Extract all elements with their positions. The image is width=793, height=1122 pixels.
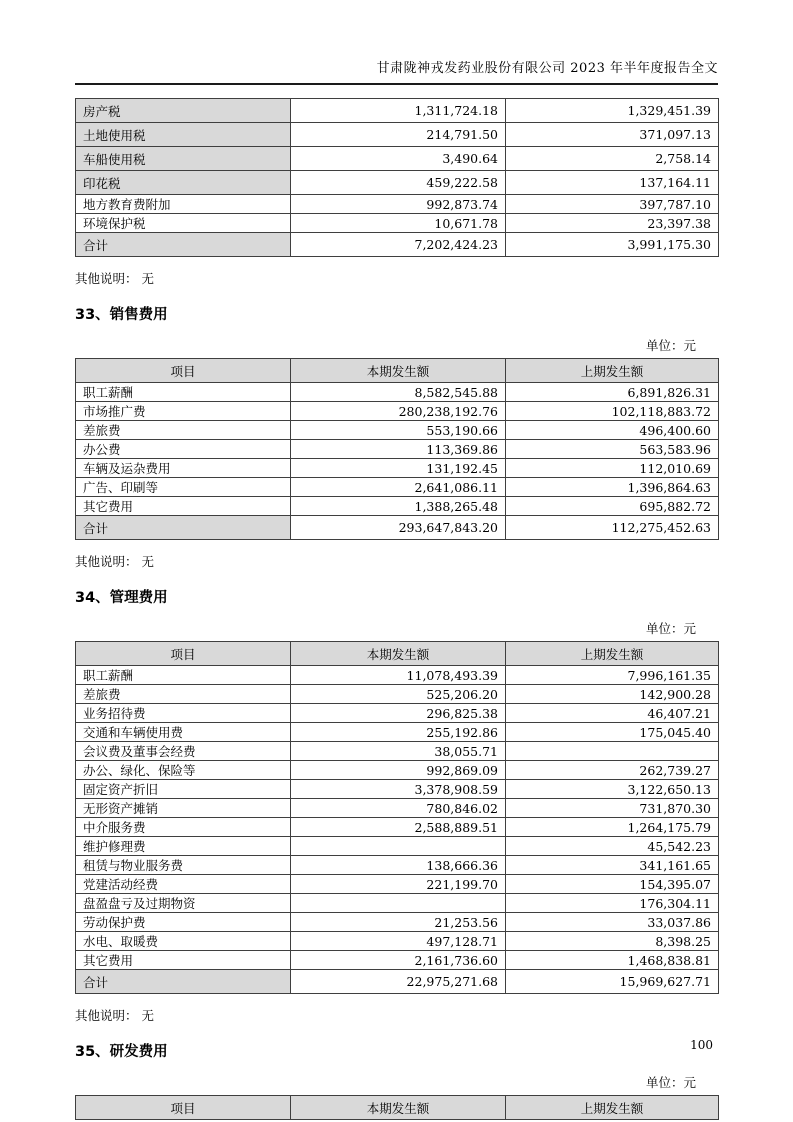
cell-prior: 397,787.10 <box>506 195 719 214</box>
table-row <box>76 478 719 497</box>
table-row <box>76 913 719 932</box>
table-row <box>76 780 719 799</box>
cell-current: 38,055.71 <box>291 742 506 761</box>
cell-prior: 112,275,452.63 <box>506 516 719 540</box>
cell-current: 459,222.58 <box>291 171 506 195</box>
table-row <box>76 856 719 875</box>
cell-label: 车辆及运杂费用 <box>76 459 291 478</box>
other-note: 其他说明： 无 <box>75 554 154 569</box>
cell-current: 525,206.20 <box>291 685 506 704</box>
cell-label: 合计 <box>76 233 291 257</box>
cell-prior: 371,097.13 <box>506 123 719 147</box>
cell-label: 劳动保护费 <box>76 913 291 932</box>
cell-current: 11,078,493.39 <box>291 666 506 685</box>
cell-prior <box>506 742 719 761</box>
table-row <box>76 723 719 742</box>
table-row <box>76 123 719 147</box>
cell-current: 3,490.64 <box>291 147 506 171</box>
section-title-rd: 35、研发费用 <box>75 1044 168 1060</box>
cell-label: 地方教育费附加 <box>76 195 291 214</box>
doc-header <box>75 0 718 85</box>
cell-current: 8,582,545.88 <box>291 383 506 402</box>
cell-label: 市场推广费 <box>76 402 291 421</box>
table-header-row <box>76 359 719 383</box>
cell-prior: 102,118,883.72 <box>506 402 719 421</box>
table-row <box>76 932 719 951</box>
cell-current: 21,253.56 <box>291 913 506 932</box>
cell-label: 差旅费 <box>76 421 291 440</box>
table-row <box>76 685 719 704</box>
cell-current: 780,846.02 <box>291 799 506 818</box>
cell-prior: 563,583.96 <box>506 440 719 459</box>
cell-current: 1,388,265.48 <box>291 497 506 516</box>
unit-label: 单位：元 <box>645 621 696 636</box>
cell-label: 交通和车辆使用费 <box>76 723 291 742</box>
cell-current: 553,190.66 <box>291 421 506 440</box>
other-note: 其他说明： 无 <box>75 271 154 286</box>
col-header-current: 本期发生额 <box>291 1096 506 1120</box>
cell-label: 差旅费 <box>76 685 291 704</box>
table-row <box>76 421 719 440</box>
col-header-item: 项目 <box>76 1096 291 1120</box>
unit-label: 单位：元 <box>645 338 696 353</box>
tax-table <box>75 98 719 257</box>
cell-prior: 33,037.86 <box>506 913 719 932</box>
table-header-row <box>76 1096 719 1120</box>
cell-current: 992,869.09 <box>291 761 506 780</box>
cell-prior: 1,264,175.79 <box>506 818 719 837</box>
cell-label: 办公费 <box>76 440 291 459</box>
cell-prior: 3,122,650.13 <box>506 780 719 799</box>
cell-prior: 1,329,451.39 <box>506 99 719 123</box>
col-header-current: 本期发生额 <box>291 359 506 383</box>
cell-label: 印花税 <box>76 171 291 195</box>
cell-current: 1,311,724.18 <box>291 99 506 123</box>
table-row <box>76 666 719 685</box>
cell-current: 3,378,908.59 <box>291 780 506 799</box>
cell-label: 水电、取暖费 <box>76 932 291 951</box>
col-header-item: 项目 <box>76 359 291 383</box>
cell-current: 113,369.86 <box>291 440 506 459</box>
table-row <box>76 459 719 478</box>
cell-current <box>291 837 506 856</box>
cell-current: 2,161,736.60 <box>291 951 506 970</box>
table-row <box>76 214 719 233</box>
col-header-current: 本期发生额 <box>291 642 506 666</box>
cell-label: 职工薪酬 <box>76 666 291 685</box>
cell-current: 214,791.50 <box>291 123 506 147</box>
cell-label: 业务招待费 <box>76 704 291 723</box>
cell-label: 党建活动经费 <box>76 875 291 894</box>
cell-label: 无形资产摊销 <box>76 799 291 818</box>
cell-label: 盘盈盘亏及过期物资 <box>76 894 291 913</box>
col-header-item: 项目 <box>76 642 291 666</box>
table-row <box>76 383 719 402</box>
table-row <box>76 497 719 516</box>
table-row <box>76 875 719 894</box>
cell-prior: 6,891,826.31 <box>506 383 719 402</box>
cell-prior: 2,758.14 <box>506 147 719 171</box>
col-header-prior: 上期发生额 <box>506 642 719 666</box>
cell-label: 会议费及董事会经费 <box>76 742 291 761</box>
table-header-row <box>76 642 719 666</box>
cell-prior: 15,969,627.71 <box>506 970 719 994</box>
cell-current: 10,671.78 <box>291 214 506 233</box>
cell-prior: 7,996,161.35 <box>506 666 719 685</box>
cell-prior: 1,468,838.81 <box>506 951 719 970</box>
cell-prior: 137,164.11 <box>506 171 719 195</box>
admin-expense-table <box>75 641 719 994</box>
table-row <box>76 818 719 837</box>
section-title-admin: 34、管理费用 <box>75 590 168 606</box>
table-row <box>76 799 719 818</box>
cell-prior: 341,161.65 <box>506 856 719 875</box>
cell-current: 293,647,843.20 <box>291 516 506 540</box>
col-header-prior: 上期发生额 <box>506 359 719 383</box>
cell-label: 房产税 <box>76 99 291 123</box>
cell-label: 合计 <box>76 970 291 994</box>
cell-current: 22,975,271.68 <box>291 970 506 994</box>
page-number: 100 <box>690 1038 713 1052</box>
table-row-total <box>76 233 719 257</box>
cell-current: 497,128.71 <box>291 932 506 951</box>
unit-label: 单位：元 <box>645 1075 696 1090</box>
cell-label: 维护修理费 <box>76 837 291 856</box>
cell-prior: 8,398.25 <box>506 932 719 951</box>
table-row <box>76 742 719 761</box>
cell-current: 296,825.38 <box>291 704 506 723</box>
cell-prior: 731,870.30 <box>506 799 719 818</box>
doc-header-title: 甘肃陇神戎发药业股份有限公司 2023 年半年度报告全文 <box>376 61 718 76</box>
section-title-sales: 33、销售费用 <box>75 307 168 323</box>
cell-prior: 176,304.11 <box>506 894 719 913</box>
cell-label: 办公、绿化、保险等 <box>76 761 291 780</box>
cell-current: 2,588,889.51 <box>291 818 506 837</box>
rd-expense-table <box>75 1095 719 1120</box>
cell-current: 138,666.36 <box>291 856 506 875</box>
cell-label: 土地使用税 <box>76 123 291 147</box>
cell-label: 固定资产折旧 <box>76 780 291 799</box>
cell-label: 职工薪酬 <box>76 383 291 402</box>
table-row <box>76 147 719 171</box>
cell-prior: 45,542.23 <box>506 837 719 856</box>
cell-current: 2,641,086.11 <box>291 478 506 497</box>
table-row <box>76 704 719 723</box>
cell-label: 租赁与物业服务费 <box>76 856 291 875</box>
cell-label: 车船使用税 <box>76 147 291 171</box>
cell-prior: 3,991,175.30 <box>506 233 719 257</box>
table-row-total <box>76 516 719 540</box>
table-row <box>76 195 719 214</box>
table-row-total <box>76 970 719 994</box>
table-row <box>76 894 719 913</box>
table-row <box>76 951 719 970</box>
cell-label: 其它费用 <box>76 951 291 970</box>
other-note: 其他说明： 无 <box>75 1008 154 1023</box>
table-row <box>76 171 719 195</box>
table-row <box>76 402 719 421</box>
cell-label: 其它费用 <box>76 497 291 516</box>
cell-label: 广告、印刷等 <box>76 478 291 497</box>
cell-prior: 496,400.60 <box>506 421 719 440</box>
cell-prior: 175,045.40 <box>506 723 719 742</box>
table-row <box>76 761 719 780</box>
cell-current <box>291 894 506 913</box>
cell-label: 合计 <box>76 516 291 540</box>
cell-current: 131,192.45 <box>291 459 506 478</box>
cell-current: 255,192.86 <box>291 723 506 742</box>
cell-current: 992,873.74 <box>291 195 506 214</box>
cell-prior: 262,739.27 <box>506 761 719 780</box>
cell-prior: 112,010.69 <box>506 459 719 478</box>
cell-current: 221,199.70 <box>291 875 506 894</box>
cell-label: 环境保护税 <box>76 214 291 233</box>
table-row <box>76 440 719 459</box>
table-row <box>76 837 719 856</box>
cell-prior: 142,900.28 <box>506 685 719 704</box>
col-header-prior: 上期发生额 <box>506 1096 719 1120</box>
cell-current: 7,202,424.23 <box>291 233 506 257</box>
cell-prior: 1,396,864.63 <box>506 478 719 497</box>
cell-label: 中介服务费 <box>76 818 291 837</box>
cell-prior: 23,397.38 <box>506 214 719 233</box>
cell-prior: 46,407.21 <box>506 704 719 723</box>
table-row <box>76 99 719 123</box>
cell-prior: 695,882.72 <box>506 497 719 516</box>
cell-prior: 154,395.07 <box>506 875 719 894</box>
sales-expense-table <box>75 358 719 540</box>
cell-current: 280,238,192.76 <box>291 402 506 421</box>
